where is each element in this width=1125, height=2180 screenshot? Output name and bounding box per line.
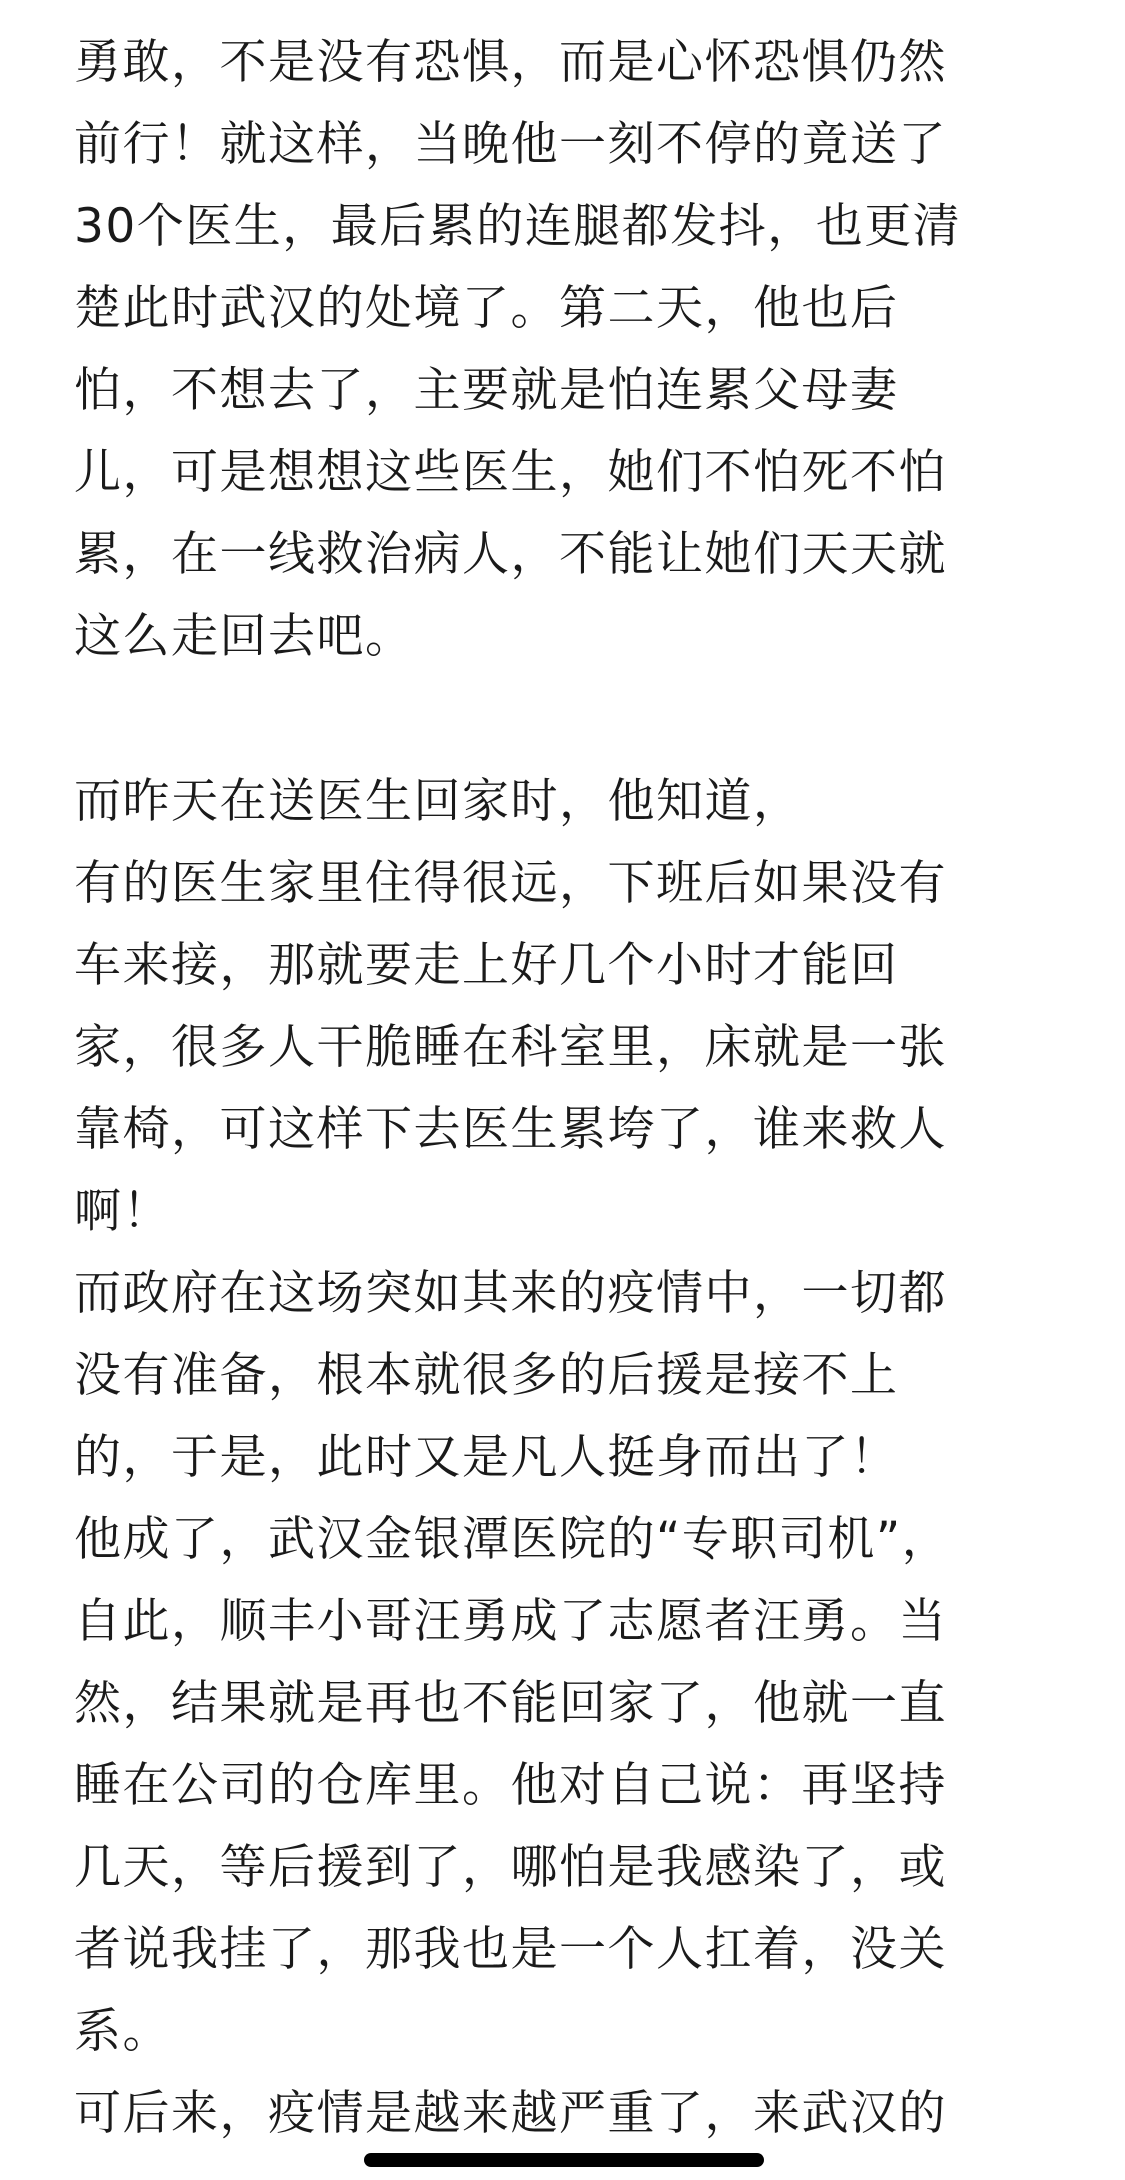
- text-line: 勇敢，不是没有恐惧，而是心怀恐惧仍然: [74, 35, 947, 90]
- text-line: 可后来，疫情是越来越严重了，来武汉的: [74, 2086, 947, 2141]
- text-line: 累，在一线救治病人，不能让她们天天就: [74, 527, 947, 582]
- text-line: 30个医生，最后累的连腿都发抖，也更清: [74, 199, 962, 254]
- text-line: 啊！: [74, 1184, 171, 1239]
- text-line: 然，结果就是再也不能回家了，他就一直: [74, 1676, 947, 1731]
- text-line: 楚此时武汉的处境了。第二天，他也后: [74, 281, 899, 336]
- paragraph-gap: [74, 678, 1084, 761]
- text-line: 而政府在这场突如其来的疫情中，一切都: [74, 1266, 947, 1321]
- text-line: 而昨天在送医生回家时，他知道，: [74, 774, 802, 829]
- text-line: 家，很多人干脆睡在科室里，床就是一张: [74, 1020, 947, 1075]
- text-line: 他成了，武汉金银潭医院的“专职司机”，: [74, 1512, 951, 1567]
- home-indicator[interactable]: [364, 2153, 764, 2167]
- text-line: 几天，等后援到了，哪怕是我感染了，或: [74, 1840, 947, 1895]
- text-line: 儿，可是想想这些医生，她们不怕死不怕: [74, 445, 947, 500]
- text-line: 的，于是，此时又是凡人挺身而出了！: [74, 1430, 899, 1485]
- paragraph-2: [74, 761, 1084, 2155]
- text-line: 睡在公司的仓库里。他对自己说：再坚持: [74, 1758, 947, 1813]
- text-line: 者说我挂了，那我也是一个人扛着，没关: [74, 1922, 947, 1977]
- text-line: 有的医生家里住得很远，下班后如果没有: [74, 856, 947, 911]
- text-line: 这么走回去吧。: [74, 609, 414, 664]
- text-line: 没有准备，根本就很多的后援是接不上: [74, 1348, 899, 1403]
- text-line: 怕，不想去了，主要就是怕连累父母妻: [74, 363, 899, 418]
- text-line: 前行！就这样，当晚他一刻不停的竟送了: [74, 117, 947, 172]
- text-line: 靠椅，可这样下去医生累垮了，谁来救人: [74, 1102, 947, 1157]
- text-line: 系。: [74, 2004, 171, 2059]
- text-line: 自此，顺丰小哥汪勇成了志愿者汪勇。当: [74, 1594, 947, 1649]
- article-body: [74, 22, 1084, 2155]
- text-line: 车来接，那就要走上好几个小时才能回: [74, 938, 899, 993]
- paragraph-1: [74, 22, 1084, 678]
